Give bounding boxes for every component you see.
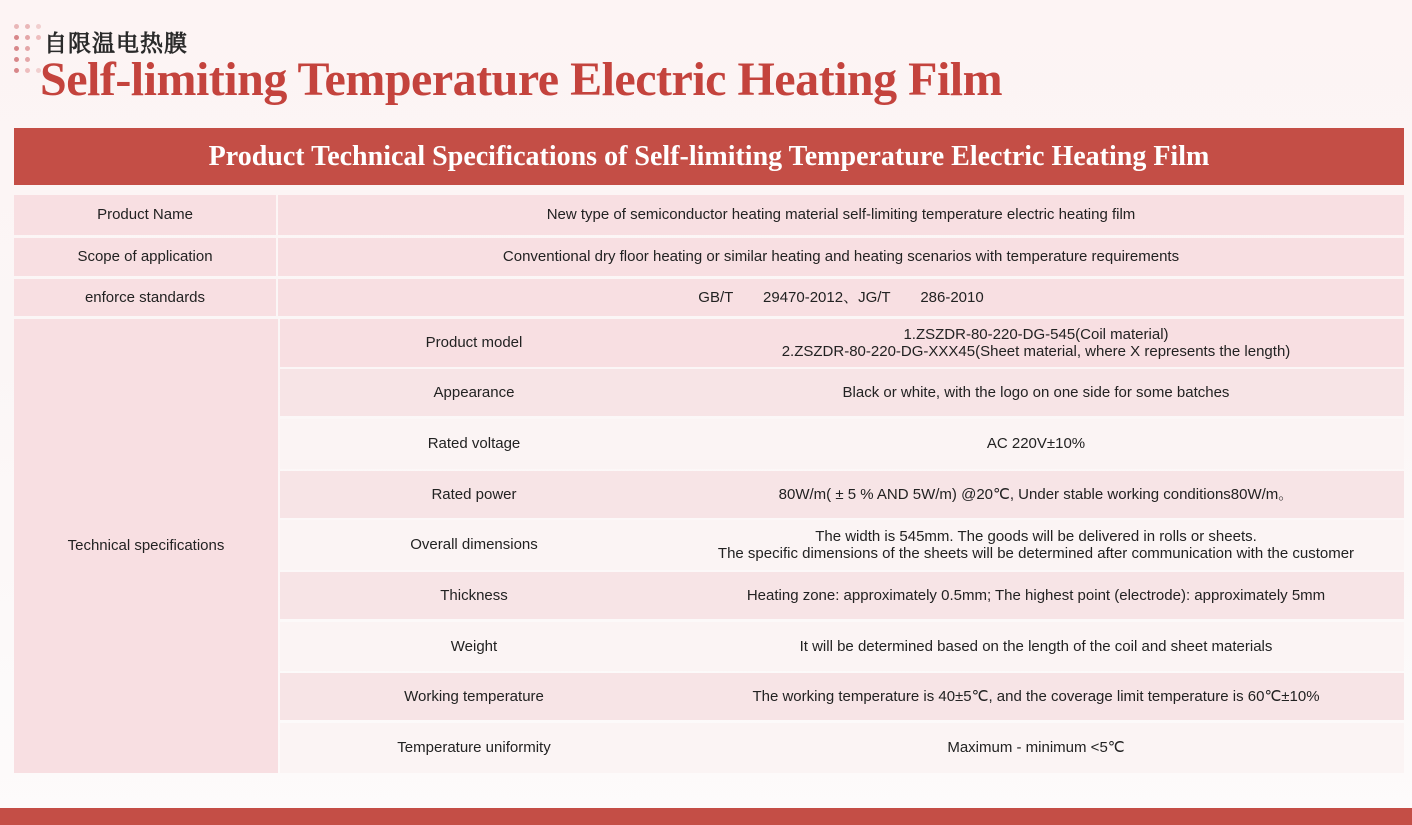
spec-label: Rated power — [280, 471, 668, 518]
spec-label: Appearance — [280, 369, 668, 416]
spec-label: Working temperature — [280, 673, 668, 720]
dot — [36, 35, 41, 40]
spec-value: AC 220V±10% — [668, 419, 1404, 469]
dot — [14, 57, 19, 62]
spec-value: It will be determined based on the length of the coil and sheet materials — [668, 622, 1404, 671]
page-title: Self-limiting Temperature Electric Heating Film — [40, 53, 1003, 106]
table-banner: Product Technical Specifications of Self-limiting Temperature Electric Heating Film — [14, 128, 1404, 185]
group-label-technical-specifications: Technical specifications — [14, 319, 278, 773]
footer-bar — [0, 808, 1412, 825]
dot — [14, 35, 19, 40]
dot — [14, 46, 19, 51]
spec-value-line: The specific dimensions of the sheets will be determined after communication with the customer — [717, 545, 1355, 562]
spec-label: Temperature uniformity — [280, 723, 668, 773]
spec-value: Black or white, with the logo on one side for some batches — [668, 369, 1404, 416]
spec-value-line: 2.ZSZDR-80-220-DG-XXX45(Sheet material, where X represents the length) — [781, 343, 1291, 360]
dot — [25, 68, 30, 73]
dot — [36, 24, 41, 29]
spec-label: Thickness — [280, 572, 668, 619]
spec-value: Maximum - minimum <5℃ — [668, 723, 1404, 773]
dot — [25, 35, 30, 40]
value-scope: Conventional dry floor heating or similar heating and heating scenarios with temperature requirements — [278, 238, 1404, 276]
dot — [25, 57, 30, 62]
spec-value — [668, 520, 1404, 570]
dot — [14, 68, 19, 73]
spec-label: Product model — [280, 319, 668, 367]
spec-value: 80W/m( ± 5 % AND 5W/m) @20℃, Under stable working conditions80W/m。 — [668, 471, 1404, 518]
spec-value: The working temperature is 40±5℃, and the coverage limit temperature is 60℃±10% — [668, 673, 1404, 720]
spec-value: Heating zone: approximately 0.5mm; The highest point (electrode): approximately 5mm — [668, 572, 1404, 619]
spec-label: Overall dimensions — [280, 520, 668, 570]
label-scope: Scope of application — [14, 238, 276, 276]
label-standards: enforce standards — [14, 279, 276, 316]
spec-value-line: The width is 545mm. The goods will be delivered in rolls or sheets. — [815, 527, 1257, 545]
spec-value — [668, 319, 1404, 367]
value-product-name: New type of semiconductor heating material self-limiting temperature electric heating film — [278, 195, 1404, 235]
spec-label: Rated voltage — [280, 419, 668, 469]
value-standards: GB/T 29470-2012、JG/T 286-2010 — [278, 279, 1404, 316]
dot — [14, 24, 19, 29]
chinese-title: 自限温电热膜 — [44, 30, 188, 57]
dot — [25, 24, 30, 29]
spec-label: Weight — [280, 622, 668, 671]
spec-value-line: 1.ZSZDR-80-220-DG-545(Coil material) — [903, 325, 1169, 343]
dot — [25, 46, 30, 51]
label-product-name: Product Name — [14, 195, 276, 235]
